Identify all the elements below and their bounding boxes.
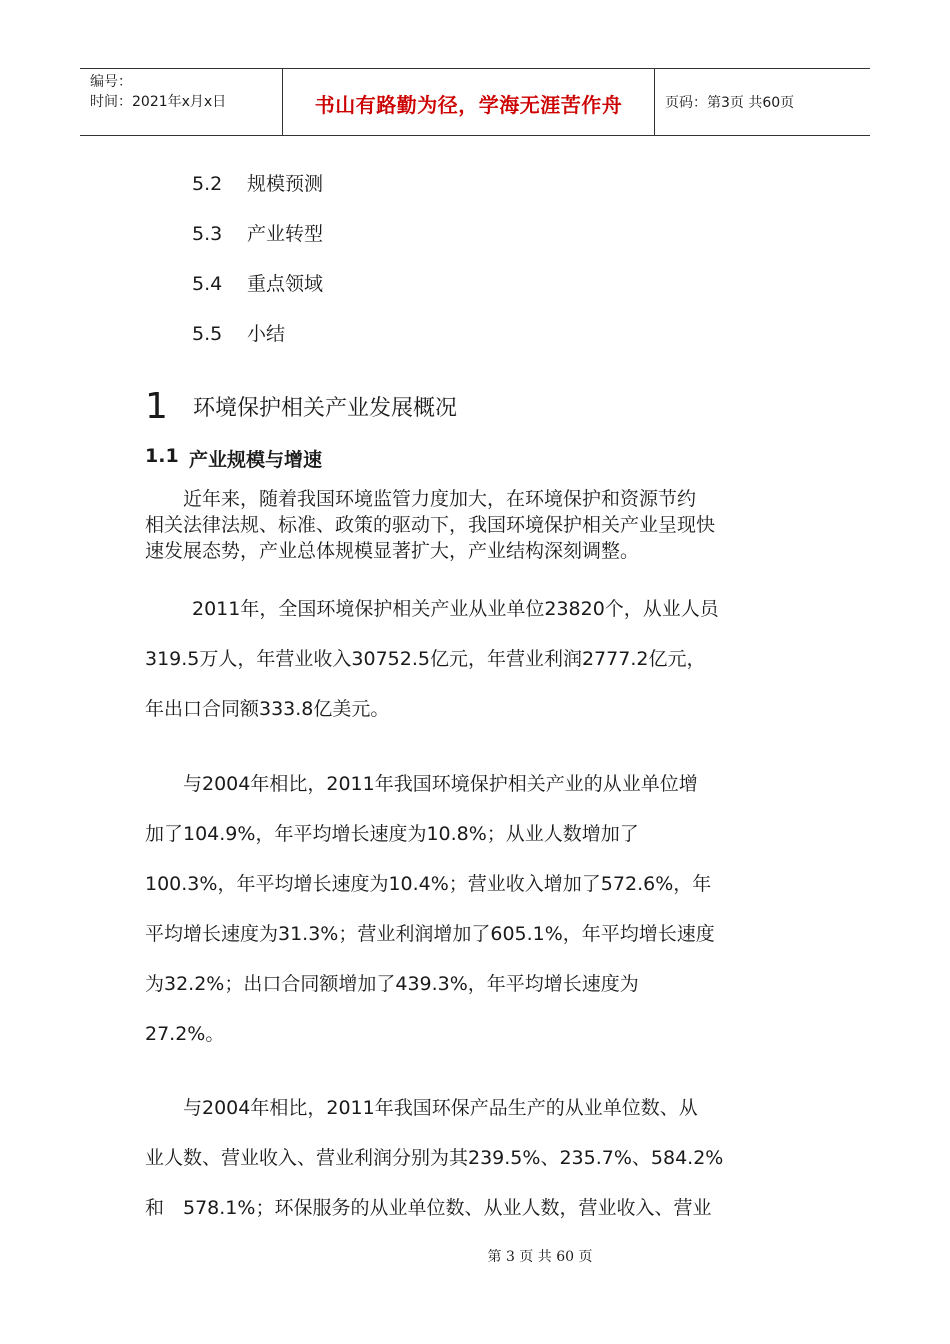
toc-item	[192, 272, 323, 296]
footer-page-number: 第 3 页 共 60 页	[487, 1249, 593, 1265]
page-header	[80, 68, 870, 136]
motto-text: 书山有路勤为径，学海无涯苦作舟	[314, 92, 623, 117]
header-motto	[282, 69, 655, 135]
paragraph-line: 27.2%。	[145, 1023, 225, 1045]
toc-item	[192, 172, 323, 196]
paragraph-line: 319.5万人，年营业收入30752.5亿元，年营业利润2777.2亿元，	[145, 648, 706, 670]
paragraph-line: 100.3%，年平均增长速度为10.4%；营业收入增加了572.6%，年	[145, 873, 712, 895]
toc-title: 产业转型	[247, 223, 324, 245]
paragraph-line: 和 578.1%；环保服务的从业单位数、从业人数，营业收入、营业	[145, 1197, 712, 1219]
header-page-info	[655, 69, 870, 135]
paragraph-line: 速发展态势，产业总体规模显著扩大，产业结构深刻调整。	[145, 540, 640, 562]
subsection-title: 产业规模与增速	[189, 449, 323, 471]
code-label: 编号：	[90, 74, 132, 90]
toc-number: 5.4	[192, 273, 223, 295]
paragraph-line: 加了104.9%，年平均增长速度为10.8%；从业人数增加了	[145, 823, 639, 845]
toc-title: 重点领域	[247, 273, 324, 295]
section-heading	[145, 386, 457, 427]
section-title: 环境保护相关产业发展概况	[193, 396, 458, 421]
section-number: 1	[145, 386, 168, 427]
paragraph-line: 年出口合同额333.8亿美元。	[145, 698, 390, 720]
toc-item	[192, 222, 323, 246]
paragraph-line: 与2004年相比，2011年我国环保产品生产的从业单位数、从	[145, 1097, 698, 1119]
paragraph-line: 近年来，随着我国环境监管力度加大，在环境保护和资源节约	[145, 488, 697, 510]
header-meta	[80, 69, 282, 135]
page-footer	[0, 1246, 950, 1266]
paragraph-line: 2011年，全国环境保护相关产业从业单位23820个，从业人员	[192, 598, 719, 620]
toc-number: 5.3	[192, 223, 223, 245]
paragraph-line: 业人数、营业收入、营业利润分别为其239.5%、235.7%、584.2%	[145, 1147, 724, 1169]
toc-number: 5.2	[192, 173, 223, 195]
toc-title: 规模预测	[247, 173, 324, 195]
toc-number: 5.5	[192, 323, 223, 345]
page-label: 页码：第3页 共60页	[665, 95, 795, 111]
toc-title: 小结	[247, 323, 286, 345]
paragraph-line: 为32.2%；出口合同额增加了439.3%，年平均增长速度为	[145, 973, 639, 995]
paragraph-line: 平均增长速度为31.3%；营业利润增加了605.1%，年平均增长速度	[145, 923, 715, 945]
paragraph-line: 相关法律法规、标准、政策的驱动下，我国环境保护相关产业呈现快	[145, 514, 716, 536]
paragraph-line: 与2004年相比，2011年我国环境保护相关产业的从业单位增	[145, 773, 698, 795]
time-label: 时间：2021年x月x日	[90, 94, 227, 110]
toc-item	[192, 322, 285, 346]
subsection-heading	[145, 445, 322, 472]
subsection-number: 1.1	[145, 445, 179, 467]
